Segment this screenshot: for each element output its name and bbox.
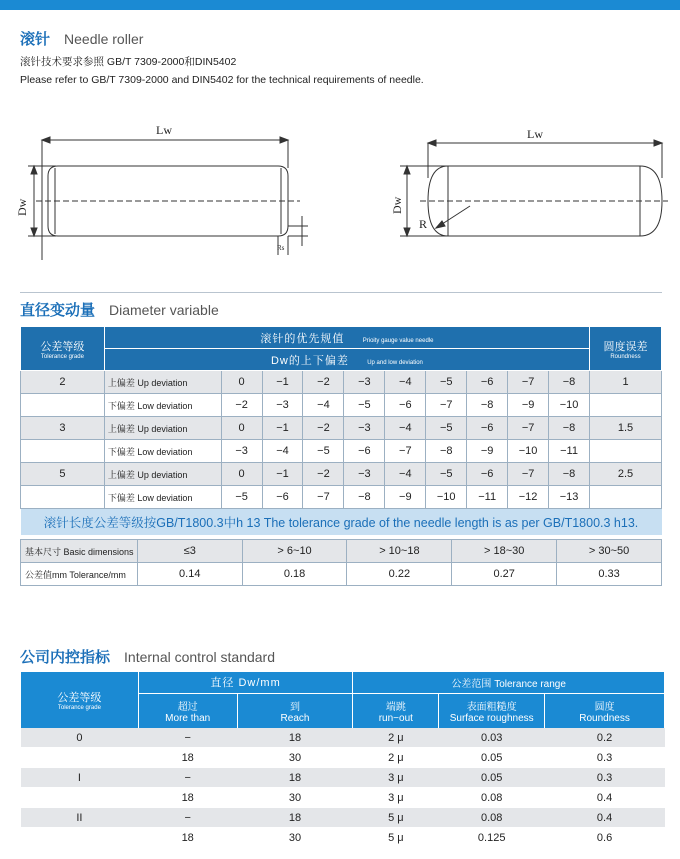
value-cell: −9: [508, 394, 549, 417]
value-cell: −3: [344, 463, 385, 486]
run-cell: 5 μ: [353, 808, 439, 828]
value-cell: −3: [344, 417, 385, 440]
value-cell: −3: [262, 394, 303, 417]
value-cell: −10: [508, 440, 549, 463]
table-row: [21, 371, 662, 394]
value-cell: −6: [344, 440, 385, 463]
surf-cell: 0.08: [439, 788, 545, 808]
value-cell: −6: [467, 463, 508, 486]
value-cell: −5: [221, 486, 262, 509]
table-row: [21, 486, 662, 509]
grade-cell: 3: [21, 417, 105, 440]
value-cell: −9: [467, 440, 508, 463]
deviation-label: 下偏差 Low deviation: [104, 394, 221, 417]
grade-cell: I: [21, 768, 139, 788]
value-cell: −4: [262, 440, 303, 463]
internal-control-table: [20, 672, 665, 848]
section-title-cn: 直径变动量: [20, 302, 96, 319]
value-cell: −1: [262, 417, 303, 440]
round-cell: 0.4: [545, 808, 665, 828]
flat-end-roller-drawing: [28, 137, 308, 260]
section-title-en: Diameter variable: [109, 302, 219, 318]
surf-cell: 0.08: [439, 808, 545, 828]
value-cell: 0: [221, 417, 262, 440]
roundness-cell: [590, 486, 662, 509]
value-cell: 0: [221, 463, 262, 486]
value-cell: −5: [426, 417, 467, 440]
table-row: 公差值mm Tolerance/mm 0.14 0.18 0.22 0.27 0.33: [21, 563, 662, 586]
roundness-cell: 1: [590, 371, 662, 394]
value-cell: −1: [262, 463, 303, 486]
value-cell: −2: [303, 463, 344, 486]
round-cell: 0.4: [545, 788, 665, 808]
value-cell: −6: [467, 417, 508, 440]
surf-cell: 0.125: [439, 828, 545, 848]
run-cell: 2 μ: [353, 728, 439, 748]
value-cell: −4: [385, 371, 426, 394]
more-cell: −: [138, 808, 237, 828]
section-title-en: Internal control standard: [124, 649, 275, 665]
grade-cell: II: [21, 808, 139, 828]
grade-cell: [21, 440, 105, 463]
table-row: [21, 394, 662, 417]
run-cell: 3 μ: [353, 768, 439, 788]
section-internal-control-heading: [20, 646, 275, 667]
reach-cell: 30: [237, 748, 353, 768]
header-priority-gauge: 滚针的优先规值 Prioity gauge value needle: [104, 327, 589, 349]
value-cell: 0: [221, 371, 262, 394]
value-cell: −8: [549, 417, 590, 440]
run-cell: 5 μ: [353, 828, 439, 848]
value-cell: −6: [467, 371, 508, 394]
reach-cell: 30: [237, 828, 353, 848]
note-cn: 滚针技术要求参照 GB/T 7309-2000和DIN5402: [20, 56, 237, 68]
grade-cell: [21, 788, 139, 808]
value-cell: −3: [344, 371, 385, 394]
round-cell: 0.3: [545, 768, 665, 788]
dw-label-right: Dw: [390, 196, 404, 214]
header-roundness: 圆度误差 Roundness: [590, 327, 662, 371]
value-cell: −8: [344, 486, 385, 509]
tolerance-grade-band: 滚针长度公差等级按GB/T1800.3中h 13 The tolerance grade of the needle length is as per GB/T1800.3 h13.: [21, 509, 662, 536]
run-cell: 2 μ: [353, 748, 439, 768]
table-row: [21, 463, 662, 486]
round-cell: 0.3: [545, 748, 665, 768]
grade-cell: [21, 486, 105, 509]
needle-roller-diagram: [0, 110, 680, 280]
round-cell: 0.6: [545, 828, 665, 848]
roundness-cell: [590, 394, 662, 417]
value-cell: −7: [385, 440, 426, 463]
reach-cell: 18: [237, 768, 353, 788]
table-row: [21, 440, 662, 463]
value-cell: −5: [426, 371, 467, 394]
rs-label: Rs: [277, 244, 285, 252]
reach-cell: 18: [237, 728, 353, 748]
roundness-cell: 2.5: [590, 463, 662, 486]
grade-cell: 5: [21, 463, 105, 486]
round-end-roller-drawing: [400, 140, 668, 236]
lw-label-left: Lw: [156, 123, 172, 137]
header-deviation: Dw的上下偏差 Up and low deviation: [104, 349, 589, 371]
table-row: [21, 828, 665, 848]
top-bar: [0, 0, 680, 10]
reach-cell: 18: [237, 808, 353, 828]
header-tolerance-grade: 公差等级 Tolerance grade: [21, 327, 105, 371]
value-cell: −7: [303, 486, 344, 509]
value-cell: −6: [262, 486, 303, 509]
header-tolerance-range: 公差范围 Tolerance range: [353, 672, 665, 693]
table-header-row: [21, 672, 665, 693]
more-cell: 18: [138, 788, 237, 808]
value-cell: −4: [385, 463, 426, 486]
grade-cell: [21, 394, 105, 417]
header-run-out: 端跳 run−out: [353, 693, 439, 728]
section-needle-roller-heading: [20, 28, 143, 49]
reach-cell: 30: [237, 788, 353, 808]
value-cell: −8: [426, 440, 467, 463]
divider: [20, 292, 662, 293]
lw-label-right: Lw: [527, 127, 543, 141]
grade-cell: 0: [21, 728, 139, 748]
value-cell: −9: [385, 486, 426, 509]
length-tolerance-table: [20, 539, 662, 586]
value-cell: −4: [303, 394, 344, 417]
table-row: [21, 748, 665, 768]
value-cell: −10: [549, 394, 590, 417]
surf-cell: 0.05: [439, 768, 545, 788]
r-label: R: [419, 217, 428, 231]
value-cell: −8: [549, 371, 590, 394]
header-roundness: 圆度 Roundness: [545, 693, 665, 728]
section-title-cn: 滚针: [20, 31, 51, 48]
value-cell: −7: [426, 394, 467, 417]
value-cell: −12: [508, 486, 549, 509]
deviation-label: 下偏差 Low deviation: [104, 440, 221, 463]
header-diameter: 直径 Dw/mm: [138, 672, 353, 693]
header-reach: 到 Reach: [237, 693, 353, 728]
surf-cell: 0.03: [439, 728, 545, 748]
value-cell: −11: [549, 440, 590, 463]
value-cell: −6: [385, 394, 426, 417]
value-cell: −5: [344, 394, 385, 417]
run-cell: 3 μ: [353, 788, 439, 808]
dw-label-left: Dw: [15, 198, 29, 216]
value-cell: −5: [303, 440, 344, 463]
value-cell: −5: [426, 463, 467, 486]
grade-cell: [21, 828, 139, 848]
table-row: [21, 788, 665, 808]
more-cell: 18: [138, 748, 237, 768]
roundness-cell: [590, 440, 662, 463]
surf-cell: 0.05: [439, 748, 545, 768]
value-cell: −3: [221, 440, 262, 463]
value-cell: −1: [262, 371, 303, 394]
deviation-label: 下偏差 Low deviation: [104, 486, 221, 509]
value-cell: −7: [508, 417, 549, 440]
grade-cell: 2: [21, 371, 105, 394]
value-cell: −2: [303, 417, 344, 440]
value-cell: −7: [508, 371, 549, 394]
roundness-cell: 1.5: [590, 417, 662, 440]
section-diameter-heading: [20, 299, 219, 320]
grade-cell: [21, 748, 139, 768]
section-title-cn: 公司内控指标: [20, 649, 111, 666]
value-cell: −8: [467, 394, 508, 417]
table-header-row: [21, 349, 662, 371]
more-cell: 18: [138, 828, 237, 848]
round-cell: 0.2: [545, 728, 665, 748]
value-cell: −7: [508, 463, 549, 486]
more-cell: −: [138, 768, 237, 788]
deviation-label: 上偏差 Up deviation: [104, 371, 221, 394]
value-cell: −10: [426, 486, 467, 509]
table-row: [21, 808, 665, 828]
value-cell: −13: [549, 486, 590, 509]
value-cell: −8: [549, 463, 590, 486]
header-surface-roughness: 表面粗糙度 Surface roughness: [439, 693, 545, 728]
table-header-row: [21, 327, 662, 349]
more-cell: −: [138, 728, 237, 748]
table-row: [21, 728, 665, 748]
value-cell: −2: [303, 371, 344, 394]
deviation-label: 上偏差 Up deviation: [104, 463, 221, 486]
diameter-variable-table: [20, 326, 662, 535]
value-cell: −4: [385, 417, 426, 440]
section-title-en: Needle roller: [64, 31, 144, 47]
header-more-than: 超过 More than: [138, 693, 237, 728]
note-en: Please refer to GB/T 7309-2000 and DIN5402 for the technical requirements of needle.: [20, 74, 424, 86]
value-cell: −2: [221, 394, 262, 417]
table-row: [21, 417, 662, 440]
table-row: [21, 768, 665, 788]
value-cell: −11: [467, 486, 508, 509]
table-row: 基本尺寸 Basic dimensions ≤3 > 6~10 > 10~18 > 18~30 > 30~50: [21, 540, 662, 563]
deviation-label: 上偏差 Up deviation: [104, 417, 221, 440]
header-tolerance-grade: 公差等级 Tolerance grade: [21, 672, 139, 728]
